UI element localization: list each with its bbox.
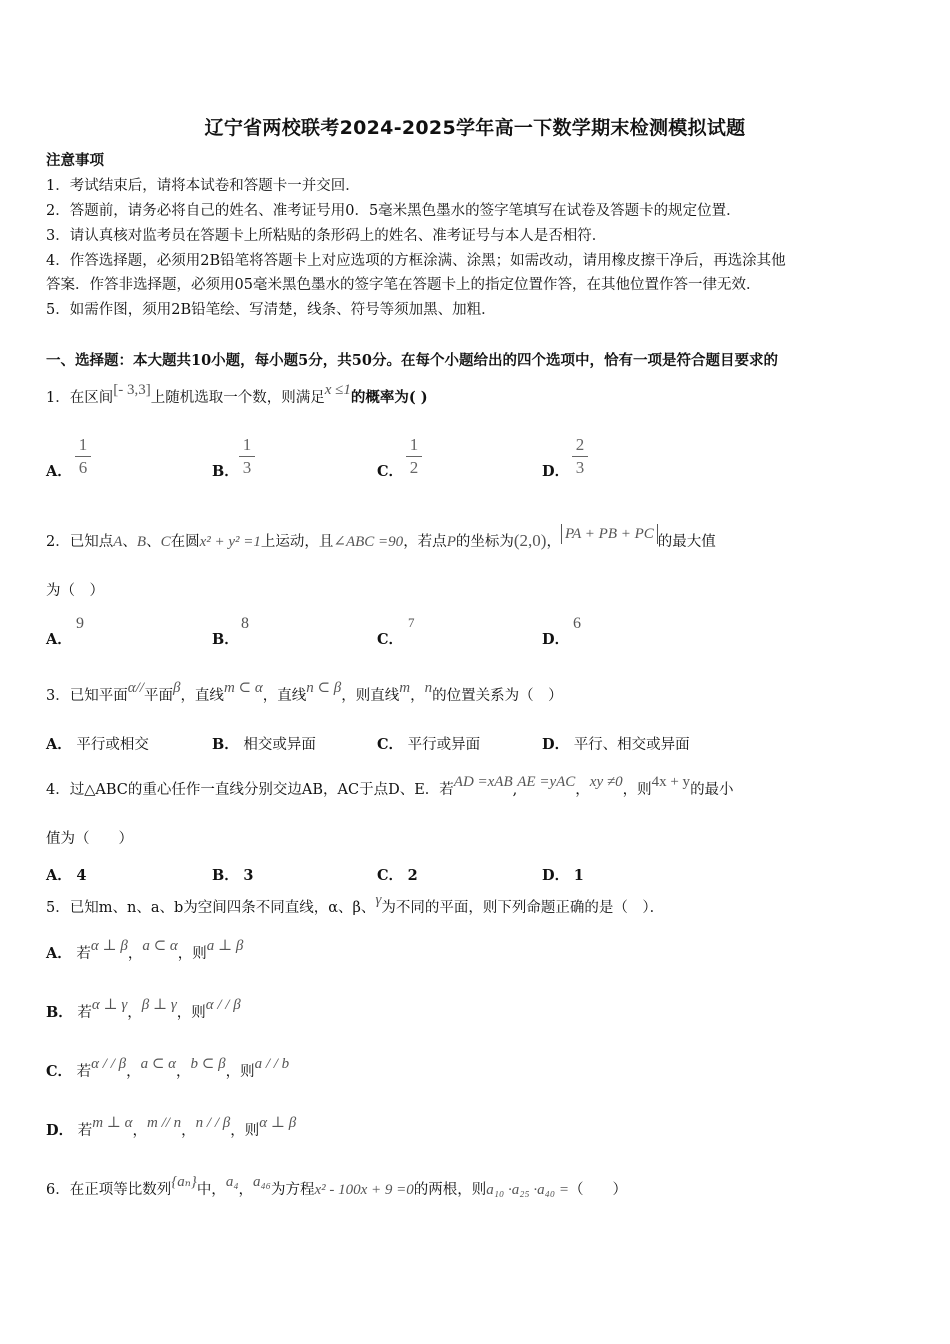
option-a-fraction	[75, 436, 91, 477]
separator: 、	[122, 534, 137, 550]
option-c-value: 7	[408, 615, 415, 630]
math-expr: n / / β	[195, 1115, 231, 1131]
quadratic-equation: x² - 100x + 9 =0	[314, 1182, 414, 1198]
separator: ，	[132, 1123, 147, 1139]
option-label: C．	[377, 736, 404, 753]
separator: ,	[512, 782, 518, 798]
option-b	[212, 864, 253, 885]
point-p: P	[446, 534, 456, 550]
option-label: B．	[212, 463, 239, 480]
term-a4: a₄	[225, 1174, 239, 1190]
denominator: 3	[242, 458, 252, 477]
option-d-value: 6	[573, 615, 581, 632]
separator: ，	[181, 1123, 196, 1139]
separator: ，	[176, 1064, 191, 1080]
fraction-bar	[406, 456, 422, 457]
question-text: 的位置关系为（ ）	[432, 688, 563, 704]
question-number: 5．	[46, 900, 70, 916]
option-label: A．	[46, 736, 72, 753]
option-text: 若	[76, 946, 91, 962]
option-label: B．	[212, 867, 239, 884]
option-label: B．	[212, 631, 239, 648]
line-m-expr: m ⊂ α	[223, 680, 263, 696]
math-expr: β ⊥ γ	[141, 997, 177, 1013]
question-text: 在区间	[69, 390, 114, 406]
line-n: n	[424, 680, 433, 696]
notice-item: 1．考试结束后，请将本试卷和答题卡一并交回．	[46, 178, 360, 194]
vector-ae-expr: AE =yAC	[517, 774, 576, 790]
notice-heading: 注意事项	[46, 152, 104, 169]
option-label: D．	[542, 631, 570, 648]
separator: ，	[546, 534, 561, 550]
separator: ，	[575, 782, 590, 798]
math-expr: m ⊥ α	[92, 1115, 133, 1131]
notice-item: 3．请认真核对监考员在答题卡上所粘贴的条形码上的姓名、准考证号与本人是否相符．	[46, 228, 607, 244]
point-b: B	[136, 534, 147, 550]
option-b-fraction	[239, 436, 255, 477]
question-text: ，直线	[180, 688, 224, 704]
question-text: 在正项等比数列	[69, 1182, 172, 1198]
math-expr: b ⊂ β	[190, 1056, 226, 1072]
option-text: 平行或相交	[76, 737, 149, 753]
question-2	[46, 526, 716, 552]
question-text: 在圆	[170, 534, 200, 550]
option-c	[377, 864, 418, 885]
math-expr: α ⊥ β	[90, 938, 128, 954]
question-4-cont: 值为（ ）	[46, 831, 133, 847]
option-label: D．	[542, 736, 570, 753]
question-text: 的最大值	[657, 534, 716, 550]
denominator: 3	[575, 458, 585, 477]
math-expr: α / / β	[91, 1056, 127, 1072]
option-label: B．	[212, 736, 239, 753]
section-heading: 一、选择题：本大题共10小题，每小题5分，共50分。在每个小题给出的四个选项中，恰有一项是符合题目要求的	[46, 352, 778, 369]
question-text: 中，	[196, 1182, 226, 1198]
question-text: 为不同的平面，则下列命题正确的是（ ）．	[381, 900, 665, 916]
question-text: 为方程	[270, 1182, 315, 1198]
option-label: A．	[46, 463, 72, 480]
separator: ，	[126, 1064, 141, 1080]
notice-item: 4．作答选择题，必须用2B铅笔将答题卡上对应选项的方框涂满、涂黑；如需改动，请用橡皮擦干净后，再选涂其他	[46, 253, 786, 269]
option-c	[377, 733, 480, 754]
math-expr: α / / β	[205, 997, 241, 1013]
math-expr: α ⊥ γ	[91, 997, 128, 1013]
separator: 、	[146, 534, 161, 550]
option-a	[46, 733, 149, 754]
question-number: 4．	[46, 782, 70, 798]
question-text: 的最小	[690, 782, 734, 798]
option-text: 2	[407, 867, 418, 884]
fraction-bar	[572, 456, 588, 457]
condition-expr: x ≤1	[324, 382, 351, 398]
option-label: A．	[46, 945, 72, 962]
notice-item: 5．如需作图，须用2B铅笔绘、写清楚，线条、符号等须加黑、加粗．	[46, 302, 496, 318]
point-a: A	[113, 534, 123, 550]
option-text: ，则	[225, 1064, 255, 1080]
separator: ，	[238, 1182, 254, 1198]
question-5	[46, 892, 665, 918]
option-c-fraction	[406, 436, 422, 477]
vector-ad-expr: AD =xAB	[453, 774, 513, 790]
option-label: C．	[377, 867, 404, 884]
question-text: ，则直线	[341, 688, 400, 704]
option-c	[46, 1056, 290, 1082]
option-a	[46, 864, 86, 885]
option-text: 4	[76, 867, 87, 884]
option-label: B．	[46, 1004, 73, 1021]
numerator: 2	[575, 435, 585, 454]
point-c: C	[160, 534, 171, 550]
separator: ，	[127, 946, 143, 962]
option-text: ，则	[177, 946, 207, 962]
option-d	[46, 1115, 297, 1141]
option-text: 3	[243, 867, 254, 884]
denominator: 2	[409, 458, 419, 477]
coordinate-expr: (2,0)	[513, 531, 547, 550]
option-text: 若	[77, 1005, 92, 1021]
question-text: （ ）	[568, 1182, 627, 1198]
option-text: 平行或异面	[407, 737, 481, 753]
option-a-value: 9	[76, 615, 84, 632]
question-6	[46, 1174, 627, 1200]
option-text: 若	[77, 1123, 93, 1139]
option-text: 1	[573, 867, 584, 884]
option-d	[542, 733, 690, 754]
question-text: 平面	[143, 688, 173, 704]
option-label: A．	[46, 631, 72, 648]
sequence-expr: {aₙ}	[171, 1174, 197, 1190]
option-a	[46, 938, 244, 964]
option-text: 平行、相交或异面	[573, 737, 690, 753]
interval-expr: [- 3,3]	[113, 382, 151, 398]
math-expr: m // n	[147, 1115, 182, 1131]
option-b	[212, 733, 316, 754]
math-expr: a ⊥ β	[206, 938, 244, 954]
target-expr: 4x + y	[651, 774, 691, 790]
question-number: 1．	[46, 390, 70, 406]
question-text: 的概率为( )	[350, 389, 428, 406]
question-3	[46, 680, 563, 706]
question-text: ，若点	[403, 534, 447, 550]
option-label: D．	[542, 867, 570, 884]
numerator: 1	[78, 435, 88, 454]
question-text: 过△ABC的重心任作一直线分别交边AB，AC于点D、E．若	[69, 782, 454, 798]
question-text: 上运动，且	[260, 534, 334, 550]
notice-item: 2．答题前，请务必将自己的姓名、准考证号用0．5毫米黑色墨水的签字笔填写在试卷及答题卡的规定位置．	[46, 203, 741, 219]
notice-item: 答案．作答非选择题，必须用05毫米黑色墨水的签字笔在答题卡上的指定位置作答，在其他位置作答一律无效．	[46, 277, 761, 293]
plane-beta: β	[172, 680, 181, 696]
separator: ，	[410, 688, 425, 704]
fraction-bar	[239, 456, 255, 457]
term-a46: a₄₆	[253, 1174, 271, 1190]
line-m: m	[399, 680, 411, 696]
angle-expr: ∠ABC =90	[333, 534, 404, 550]
option-label: D．	[542, 463, 570, 480]
question-number: 3．	[46, 688, 70, 704]
math-expr: a / / b	[254, 1056, 290, 1072]
condition-expr: xy ≠0	[589, 774, 623, 790]
math-expr: a ⊂ α	[140, 1056, 177, 1072]
circle-equation: x² + y² =1	[199, 534, 261, 550]
option-text: 相交或异面	[243, 737, 316, 753]
plane-alpha: α//	[127, 680, 144, 696]
option-d-fraction	[572, 436, 588, 477]
product-expr: a₁₀ ·a₂₅ ·a₄₀ =	[486, 1182, 569, 1198]
denominator: 6	[78, 458, 88, 477]
question-text: 的坐标为	[455, 534, 514, 550]
option-text: 若	[76, 1064, 92, 1080]
line-n-expr: n ⊂ β	[306, 680, 342, 696]
question-number: 6．	[46, 1182, 70, 1198]
option-label: D．	[46, 1122, 74, 1139]
numerator: 1	[242, 435, 252, 454]
plane-gamma: γ	[375, 892, 382, 908]
option-label: A．	[46, 867, 72, 884]
question-text: 的两根，则	[413, 1182, 487, 1198]
question-text: 已知m、n、a、b为空间四条不同直线，α、β、	[69, 900, 376, 916]
option-text: ，则	[230, 1123, 260, 1139]
option-d	[542, 864, 584, 885]
question-4	[46, 774, 734, 800]
option-b	[46, 997, 241, 1023]
option-label: C．	[377, 463, 404, 480]
question-number: 2．	[46, 534, 70, 550]
separator: ，	[127, 1005, 142, 1021]
math-expr: α ⊥ β	[259, 1115, 297, 1131]
math-expr: a ⊂ α	[142, 938, 178, 954]
question-text: 上随机选取一个数，则满足	[150, 390, 325, 406]
question-text: 已知点	[69, 534, 114, 550]
option-b-value: 8	[241, 615, 249, 632]
question-text: 已知平面	[69, 688, 128, 704]
page-title: 辽宁省两校联考2024-2025学年高一下数学期末检测模拟试题	[204, 117, 746, 139]
numerator: 1	[409, 435, 419, 454]
question-text: ，直线	[262, 688, 307, 704]
option-label: C．	[46, 1063, 73, 1080]
fraction-bar	[75, 456, 91, 457]
option-label: C．	[377, 631, 404, 648]
vector-sum-expr: PA + PB + PC	[561, 524, 658, 544]
question-text: ，则	[622, 782, 652, 798]
question-1	[46, 382, 428, 408]
option-text: ，则	[176, 1005, 206, 1021]
question-2-cont: 为（ ）	[46, 583, 104, 599]
